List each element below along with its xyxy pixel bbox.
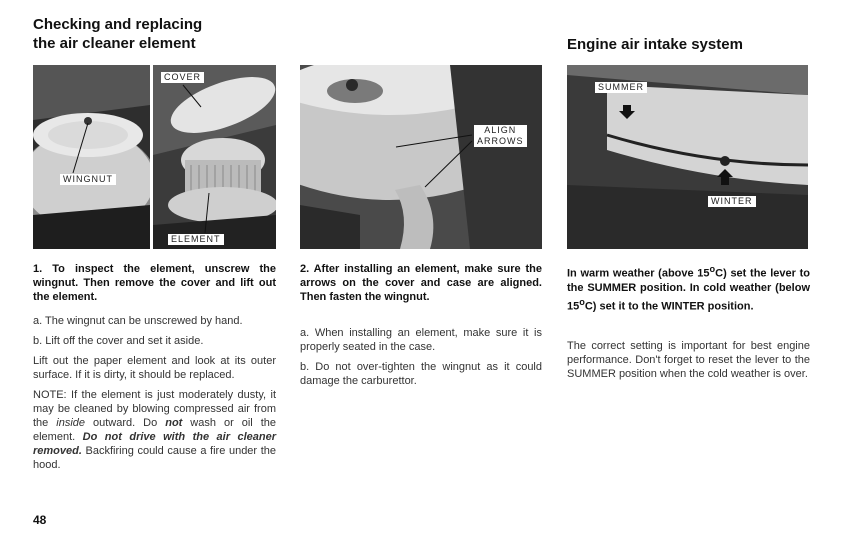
section-heading-air-cleaner — [33, 15, 263, 53]
note-paragraph — [33, 388, 276, 472]
note-text-4: Backfiring could cause a fire under the hood. — [33, 445, 276, 471]
note-inside: inside — [56, 417, 86, 429]
degree-mark-2: o — [579, 296, 585, 307]
heading-line-1: Checking and replacing — [33, 16, 203, 33]
section-heading-air-intake: Engine air intake system — [567, 36, 743, 53]
note-warning: Do not drive with the air cleaner removed. — [33, 431, 277, 457]
note-not: not — [165, 417, 183, 429]
step-1-note-a: a. The wingnut can be unscrewed by hand. — [33, 315, 243, 327]
step-2-note-b: b. Do not over-tighten the wingnut as it could damage the carburettor. — [300, 361, 542, 387]
align-callout-line-2: ARROWS — [477, 136, 524, 146]
align-callout-line-1: ALIGN — [484, 125, 517, 135]
note-text-1: NOTE: If the element is just moderately dusty, it may be cleaned by blowing compressed air from the — [33, 389, 276, 429]
step-2-note-a: a. When installing an element, make sure it is properly seated in the case. — [300, 327, 542, 353]
column-inspect-element — [33, 262, 276, 472]
degree-mark-1: o — [709, 264, 716, 274]
summer-callout: SUMMER — [595, 82, 647, 93]
column-air-intake — [567, 262, 810, 387]
photo-wingnut — [33, 65, 150, 249]
intake-text-3: C) set it to the WINTER position. — [584, 300, 754, 313]
column-install-element — [300, 262, 542, 394]
intake-instruction — [567, 262, 810, 313]
align-arrows-callout — [474, 125, 527, 147]
intake-text-1: In warm weather (above 15 — [567, 267, 710, 280]
photo-align-arrows — [300, 65, 542, 249]
winter-callout: WINTER — [708, 196, 756, 207]
page-number: 48 — [33, 513, 47, 527]
note-text-2: outward. Do — [85, 417, 166, 429]
note-text-3: wash or oil the element. — [33, 417, 276, 443]
intake-text-2: C) set the lever to the SUMMER position. In cold weather (below 15 — [567, 267, 810, 313]
paragraph-replace: Lift out the paper element and look at its outer surface. If it is dirty, it should be replaced. — [33, 355, 276, 381]
photo-cover-element — [153, 65, 276, 249]
heading-line-2: the air cleaner element — [33, 35, 196, 52]
intake-body: The correct setting is important for best engine performance. Don't forget to reset the lever to the SUMMER position when the cold weather is over. — [567, 340, 810, 381]
wingnut-callout: WINGNUT — [60, 174, 116, 185]
step-2-instruction: 2. After installing an element, make sure the arrows on the cover and case are aligned. Then fasten the wingnut. — [300, 263, 542, 303]
element-callout: ELEMENT — [168, 234, 224, 245]
cover-callout: COVER — [161, 72, 204, 83]
step-1-note-b: b. Lift off the cover and set it aside. — [33, 335, 204, 347]
step-1-instruction: 1. To inspect the element, unscrew the wingnut. Then remove the cover and lift out the element. — [33, 263, 276, 303]
